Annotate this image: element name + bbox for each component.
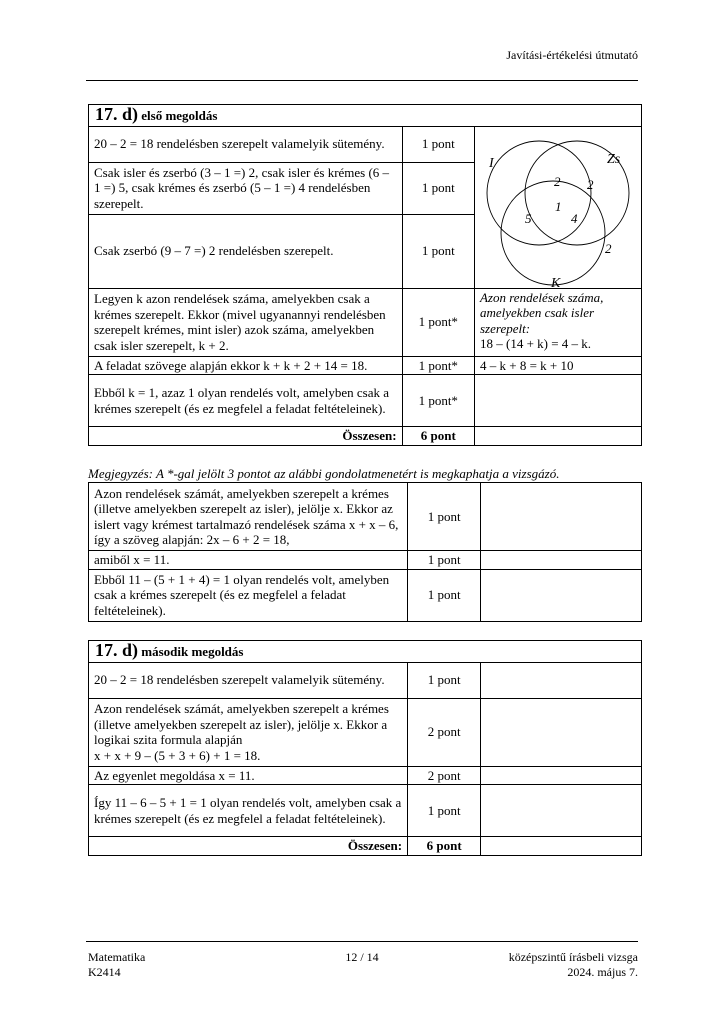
step-points: 1 pont bbox=[408, 785, 481, 837]
total-label: Összesen: bbox=[89, 837, 408, 856]
step-formula: x + x + 9 – (5 + 3 + 6) + 1 = 18. bbox=[94, 747, 261, 763]
total-points: 6 pont bbox=[408, 837, 481, 856]
step-description: Ebből k = 1, azaz 1 olyan rendelés volt, amelyben csak a krémes szerepelt (és ez megfelel a feladat feltételeinek). bbox=[89, 375, 403, 427]
step-points: 1 pont bbox=[402, 162, 474, 214]
step-description: Csak zserbó (9 – 7 =) 2 rendelésben szerepelt. bbox=[89, 214, 403, 288]
empty-note bbox=[481, 483, 642, 551]
step-points: 2 pont bbox=[408, 698, 481, 766]
empty-note bbox=[481, 569, 642, 621]
venn-value-zs-only: 2 bbox=[586, 176, 594, 192]
footer-code: K2414 bbox=[88, 965, 121, 979]
step-description: 20 – 2 = 18 rendelésben szerepelt valamelyik sütemény. bbox=[89, 126, 403, 162]
venn-value-zs-k: 4 bbox=[570, 210, 578, 226]
empty-note bbox=[481, 837, 642, 856]
footer-subject: Matematika bbox=[88, 950, 146, 964]
footer-date: 2024. május 7. bbox=[567, 965, 638, 979]
solution1-heading bbox=[89, 105, 642, 127]
venn-circle-k bbox=[501, 181, 605, 285]
note-formula: 18 – (14 + k) = 4 – k. bbox=[479, 336, 592, 351]
step-points: 1 pont bbox=[408, 483, 481, 551]
step-description: Így 11 – 6 – 5 + 1 = 1 olyan rendelés volt, amelyben csak a krémes szerepelt (és ez megfelel a feladat feltételeinek). bbox=[89, 785, 408, 837]
step-description: amiből x = 11. bbox=[89, 551, 408, 570]
venn-diagram bbox=[475, 127, 641, 291]
empty-note bbox=[481, 766, 642, 785]
step-text: Azon rendelések számát, amelyekben szerepelt a krémes (illetve amelyekben szerepelt az isler), jelölje x. Ekkor a logikai szita formula alapján bbox=[94, 701, 389, 747]
empty-note bbox=[481, 551, 642, 570]
empty-note bbox=[474, 427, 641, 446]
step-note: 4 – k + 8 = k + 10 bbox=[474, 356, 641, 375]
note-text: Azon rendelések száma, amelyekben csak isler szerepelt: bbox=[479, 289, 604, 336]
step-points: 1 pont* bbox=[402, 356, 474, 375]
solution2-heading bbox=[89, 641, 642, 663]
step-description: Az egyenlet megoldása x = 11. bbox=[89, 766, 408, 785]
venn-diagram-cell bbox=[474, 126, 641, 291]
step-description bbox=[89, 698, 408, 766]
empty-note bbox=[481, 785, 642, 837]
step-points: 1 pont bbox=[408, 662, 481, 698]
step-description: Legyen k azon rendelések száma, amelyekben csak a krémes szerepelt. Ekkor (mivel ugyanannyi rendelésben szerepelt krémes, mint isler) azok száma, amelyekben csak isler szerepelt, k + 2. bbox=[89, 288, 403, 356]
venn-value-center: 1 bbox=[554, 198, 562, 214]
remark-text: Megjegyzés: A *-gal jelölt 3 pontot az alábbi gondolatmenetért is megkaphatja a vizsgázó. bbox=[88, 466, 560, 481]
footer-rule bbox=[86, 941, 638, 942]
step-description: A feladat szövege alapján ekkor k + k + 2 + 14 = 18. bbox=[89, 356, 403, 375]
step-points: 1 pont bbox=[408, 569, 481, 621]
step-description: Ebből 11 – (5 + 1 + 4) = 1 olyan rendelés volt, amelyben csak a krémes szerepelt (és ez megfelel a feladat feltételeinek). bbox=[89, 569, 408, 621]
step-points: 1 pont bbox=[402, 126, 474, 162]
step-description: 20 – 2 = 18 rendelésben szerepelt valamelyik sütemény. bbox=[89, 662, 408, 698]
step-points: 1 pont* bbox=[402, 375, 474, 427]
step-points: 2 pont bbox=[408, 766, 481, 785]
total-points: 6 pont bbox=[402, 427, 474, 446]
step-description: Csak isler és zserbó (3 – 1 =) 2, csak isler és krémes (6 – 1 =) 5, csak krémes és zserbó (5 – 1 =) 4 rendelésben szerepelt. bbox=[89, 162, 403, 214]
part-number: 17. d) bbox=[95, 640, 139, 660]
footer-level: középszintű írásbeli vizsga bbox=[508, 950, 638, 964]
alternative-table bbox=[88, 482, 642, 622]
empty-note bbox=[481, 698, 642, 766]
venn-value-i-k: 5 bbox=[524, 210, 532, 226]
venn-value-i-zs: 2 bbox=[553, 173, 561, 189]
venn-value-outside: 2 bbox=[604, 240, 612, 256]
venn-circle-i bbox=[487, 141, 591, 245]
footer-page-number: 12 / 14 bbox=[345, 950, 379, 964]
total-label: Összesen: bbox=[89, 427, 403, 446]
solution-name: második megoldás bbox=[141, 644, 244, 659]
venn-label-zs: Zs bbox=[606, 151, 621, 167]
document-header-title: Javítási-értékelési útmutató bbox=[506, 48, 638, 62]
solution1-table bbox=[88, 104, 642, 446]
empty-note bbox=[481, 662, 642, 698]
part-number: 17. d) bbox=[95, 104, 139, 124]
step-description: Azon rendelések számát, amelyekben szerepelt a krémes (illetve amelyekben szerepelt az isler), jelölje x. Ekkor az islert vagy krémest tartalmazó rendelések száma x + x – 6, így a szöveg alapján: 2x – 6 + 2 = 18, bbox=[89, 483, 408, 551]
footer-right bbox=[509, 950, 638, 980]
step-points: 1 pont bbox=[408, 551, 481, 570]
venn-label-i: I bbox=[488, 155, 494, 171]
step-points: 1 pont bbox=[402, 214, 474, 288]
venn-label-k: K bbox=[550, 275, 561, 291]
empty-note bbox=[474, 375, 641, 427]
header-rule bbox=[86, 80, 638, 81]
solution2-table bbox=[88, 640, 642, 856]
solution-name: első megoldás bbox=[141, 108, 218, 123]
step-note bbox=[474, 288, 641, 356]
step-points: 1 pont* bbox=[402, 288, 474, 356]
